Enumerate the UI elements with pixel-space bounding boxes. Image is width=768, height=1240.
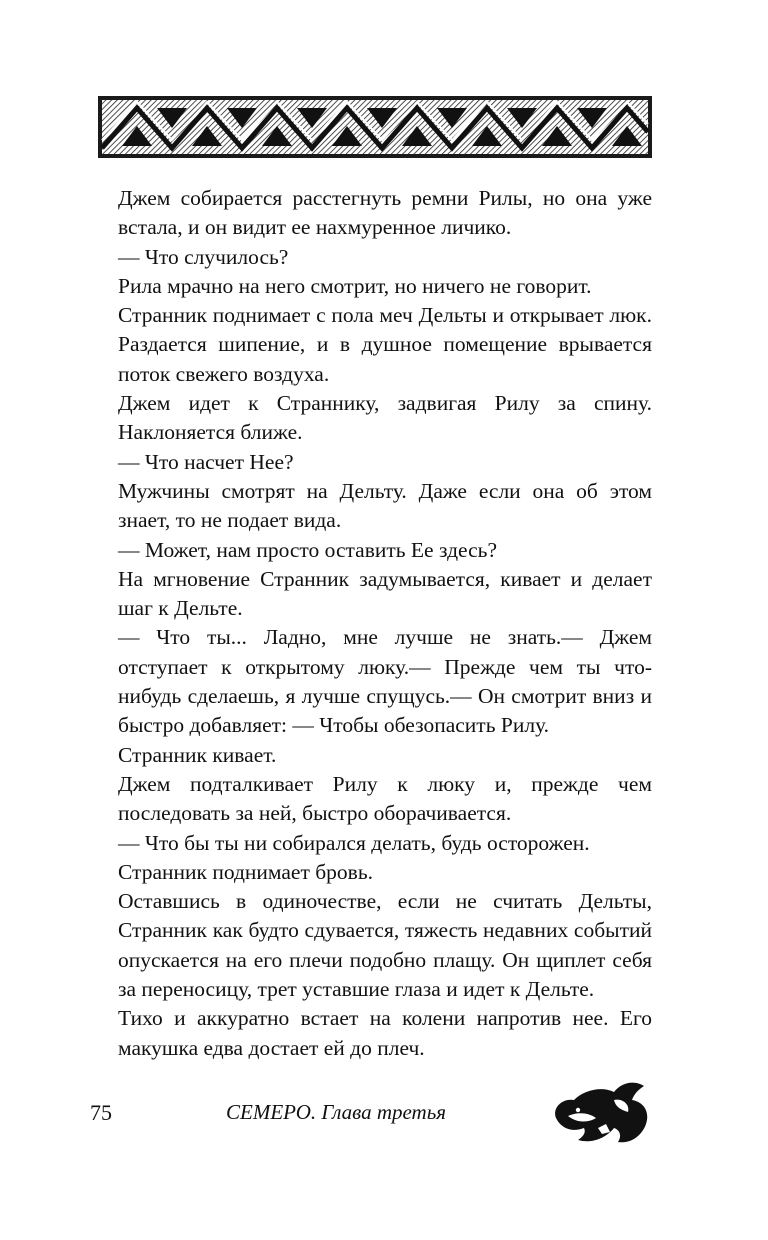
paragraph: Рила мрачно на него смотрит, но ничего не говорит.	[118, 273, 592, 298]
paragraph: Странник кивает.	[118, 742, 277, 767]
paragraph: — Может, нам просто оставить Ее здесь?	[118, 537, 497, 562]
paragraph: — Что случилось?	[118, 244, 289, 269]
paragraph: Тихо и аккуратно встает на колени напротив нее. Его макушка едва достает ей до плеч.	[118, 1006, 652, 1060]
paragraph: На мгновение Странник задумывается, кивает и делает шаг к Дельте.	[118, 566, 652, 621]
paragraph: Мужчины смотрят на Дельту. Даже если она об этом знает, то не подает вида.	[118, 478, 652, 533]
dragon-icon	[548, 1078, 652, 1148]
paragraph: Оставшись в одиночестве, если не считать Дельты, Странник как будто сдувается, тяжесть недавних событий опускается на его плечи подобно плащу. Он щиплет себя за переносицу, трет уставшие глаза и идет к Дельте.	[118, 889, 652, 1002]
running-head: СЕМЕРО. Глава третья	[226, 1100, 447, 1124]
paragraph: — Что ты... Ладно, мне лучше не знать.— Джем отступает к открытому люку.— Прежде чем ты что-нибудь сделаешь, я лучше спущусь.— Он смотрит вниз и быстро добавляет: — Чтобы обезопасить Рилу.	[118, 625, 652, 738]
paragraph: Джем собирается расстегнуть ремни Рилы, но она уже встала, и он видит ее нахмуренное личико.	[118, 186, 652, 240]
triangle-band-ornament-icon	[98, 96, 652, 158]
page-footer	[0, 1098, 768, 1148]
page-number: 75	[90, 1100, 112, 1125]
paragraph: Джем идет к Страннику, задвигая Рилу за спину. Наклоняется ближе.	[118, 391, 652, 445]
paragraph: Странник поднимает бровь.	[118, 859, 374, 884]
paragraph: — Что насчет Нее?	[118, 449, 294, 474]
body-text	[118, 184, 652, 1063]
paragraph: Джем подталкивает Рилу к люку и, прежде чем последовать за ней, быстро оборачивается.	[118, 771, 652, 826]
paragraph: Странник поднимает с пола меч Дельты и открывает люк. Раздается шипение, и в душное помещение врывается поток свежего воздуха.	[118, 303, 652, 386]
paragraph: — Что бы ты ни собирался делать, будь осторожен.	[118, 830, 590, 855]
